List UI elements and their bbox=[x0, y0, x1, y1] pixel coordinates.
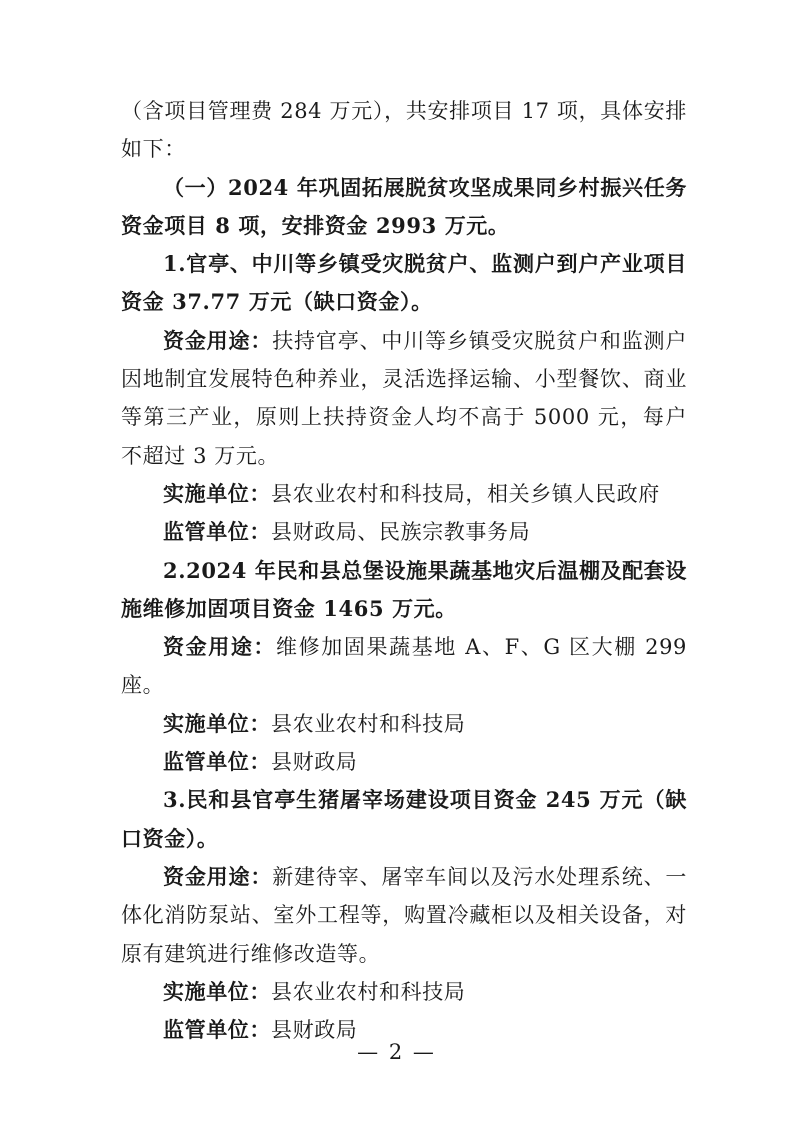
project-title: 2.2024 年民和县总堡设施果蔬基地灾后温棚及配套设施维修加固项目资金 1465 万元。 bbox=[121, 557, 687, 621]
supervisor-text: 县财政局、民族宗教事务局 bbox=[271, 520, 531, 545]
project-usage bbox=[121, 628, 687, 705]
implementer-label: 实施单位： bbox=[163, 710, 271, 736]
project-implementer bbox=[121, 705, 687, 743]
project-title: 1.官亭、中川等乡镇受灾脱贫户、监测户到户产业项目资金 37.77 万元（缺口资金）。 bbox=[121, 251, 687, 315]
implementer-text: 县农业农村和科技局 bbox=[271, 711, 466, 736]
project-implementer bbox=[121, 475, 687, 513]
supervisor-label: 监管单位： bbox=[163, 519, 271, 545]
section-heading: （一）2024 年巩固拓展脱贫攻坚成果同乡村振兴任务资金项目 8 项，安排资金 2993 万元。 bbox=[121, 174, 687, 238]
project-implementer bbox=[121, 973, 687, 1011]
project-usage bbox=[121, 322, 687, 475]
project-title: 3.民和县官亭生猪屠宰场建设项目资金 245 万元（缺口资金）。 bbox=[121, 787, 687, 851]
implementer-text: 县农业农村和科技局 bbox=[271, 979, 466, 1004]
usage-text: 新建待宰、屠宰车间以及污水处理系统、一体化消防泵站、室外工程等，购置冷藏柜以及相关设备，对原有建筑进行维修改造等。 bbox=[121, 864, 687, 966]
intro-paragraph: （含项目管理费 284 万元），共安排项目 17 项，具体安排如下： bbox=[121, 99, 687, 162]
usage-label: 资金用途： bbox=[163, 634, 277, 660]
document-body bbox=[121, 92, 687, 1049]
page-number: — 2 — bbox=[357, 1040, 436, 1064]
implementer-label: 实施单位： bbox=[163, 480, 271, 506]
implementer-text: 县农业农村和科技局，相关乡镇人民政府 bbox=[271, 481, 660, 506]
usage-text: 扶持官亭、中川等乡镇受灾脱贫户和监测户因地制宜发展特色种养业，灵活选择运输、小型餐饮、商业等第三产业，原则上扶持资金人均不高于 5000 元，每户不超过 3 万元。 bbox=[121, 328, 687, 468]
usage-text: 维修加固果蔬基地 A、F、G 区大棚 299 座。 bbox=[121, 635, 688, 698]
supervisor-label: 监管单位： bbox=[163, 1017, 271, 1043]
usage-label: 资金用途： bbox=[163, 327, 273, 353]
project-usage bbox=[121, 858, 687, 973]
project-supervisor bbox=[121, 743, 687, 781]
supervisor-text: 县财政局 bbox=[271, 750, 358, 775]
project-supervisor bbox=[121, 513, 687, 551]
usage-label: 资金用途： bbox=[163, 863, 273, 889]
supervisor-text: 县财政局 bbox=[271, 1018, 358, 1043]
implementer-label: 实施单位： bbox=[163, 978, 271, 1004]
supervisor-label: 监管单位： bbox=[163, 749, 271, 775]
